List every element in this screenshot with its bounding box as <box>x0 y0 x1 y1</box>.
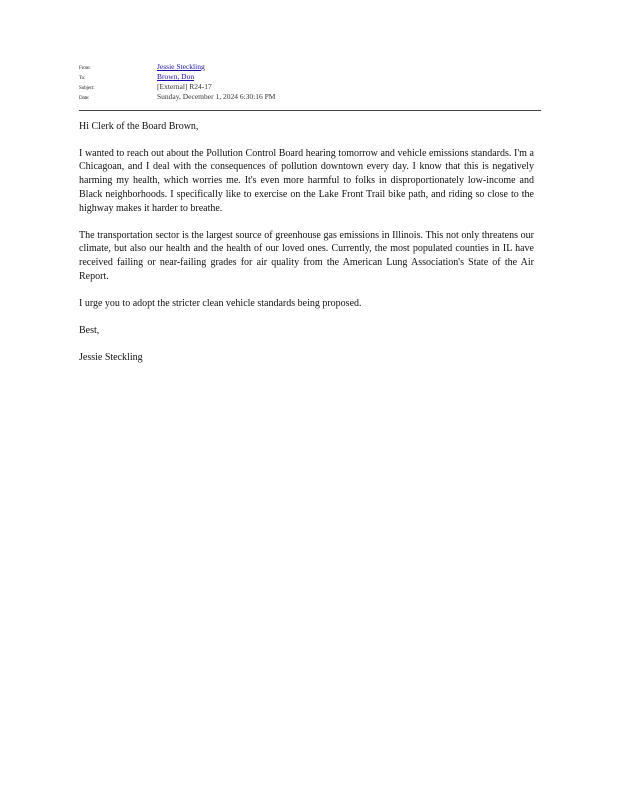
body-paragraph-2: The transportation sector is the largest source of greenhouse gas emissions in Illinois. This not only threatens our climate, but also our health and the health of our loved ones. Currently, the most populated counties in IL have received failing or near-failing grades for air quality from the American Lung Association's State of the Air Report. <box>79 229 534 282</box>
email-header <box>79 62 541 102</box>
subject-value: [External] R24-17 <box>157 82 212 91</box>
email-body <box>79 120 534 379</box>
from-label: From: <box>79 66 91 71</box>
to-label: To: <box>79 76 86 81</box>
closing: Best, <box>79 325 100 337</box>
subject-row <box>79 82 541 92</box>
subject-label: Subject: <box>79 86 95 91</box>
greeting: Hi Clerk of the Board Brown, <box>79 121 199 132</box>
to-row <box>79 72 541 82</box>
header-divider <box>79 110 541 111</box>
to-link[interactable]: Brown, Don <box>157 72 195 81</box>
date-label: Date: <box>79 96 90 101</box>
date-value: Sunday, December 1, 2024 6:30:16 PM <box>157 92 276 101</box>
from-row <box>79 62 541 72</box>
date-row <box>79 92 541 102</box>
body-paragraph-3: I urge you to adopt the stricter clean vehicle standards being proposed. <box>79 298 362 310</box>
from-link[interactable]: Jessie Steckling <box>157 62 205 71</box>
body-paragraph-1: I wanted to reach out about the Pollution Control Board hearing tomorrow and vehicle emissions standards. I'm a Chicagoan, and I deal with the consequences of pollution downtown every day. I know that this is negatively harming my health, which worries me. It's even more harmful to folks in disproportionately low-income and Black neighborhoods. I specifically like to exercise on the Lake Front Trail bike path, and riding so close to the highway makes it harder to breathe. <box>79 147 534 214</box>
signature: Jessie Steckling <box>79 352 143 364</box>
